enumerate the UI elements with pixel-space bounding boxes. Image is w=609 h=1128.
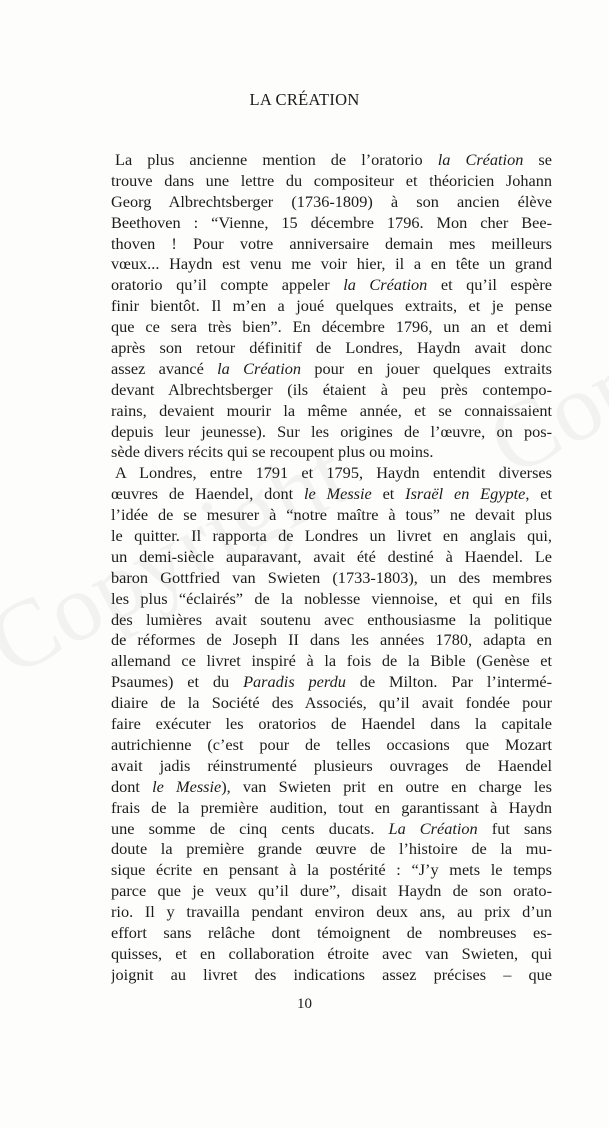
text-span: rains, devaient mourir la même année, et se connaissaient [111, 400, 552, 420]
text-span: pour en jouer quelques extraits [301, 358, 552, 378]
text-line [111, 401, 552, 422]
text-line [111, 254, 552, 275]
text-line [111, 484, 552, 505]
text-span: œuvres de Haendel, dont [111, 484, 304, 504]
text-line [111, 672, 552, 693]
text-line [111, 463, 552, 484]
text-span: l’idée de se mesurer à “notre maître à tous” ne devait plus [111, 505, 552, 525]
text-line [111, 359, 552, 380]
text-line [111, 338, 552, 359]
text-span: rio. Il y travailla pendant environ deux ans, au prix d’un [111, 902, 552, 922]
text-line [111, 442, 552, 463]
text-line [111, 317, 552, 338]
text-span: A Londres, entre 1791 et 1795, Haydn entendit diverses [115, 463, 552, 483]
text-line [111, 213, 552, 234]
text-line [111, 693, 552, 714]
italic-title-span: la Création [343, 275, 428, 295]
text-line [111, 881, 552, 902]
text-span: fut sans [477, 818, 552, 838]
page-number: 10 [297, 996, 312, 1012]
text-span: le quitter. Il rapporta de Londres un livret en anglais qui, [111, 526, 552, 546]
text-line [111, 965, 552, 986]
text-span: avait jadis réinstrumenté plusieurs ouvrages de Haendel [111, 755, 552, 775]
text-line [111, 860, 552, 881]
text-span: ), van Swieten prit en outre en charge les [221, 776, 552, 796]
text-span: un demi-siècle auparavant, avait été destiné à Haendel. Le [111, 546, 552, 566]
text-line [111, 380, 552, 401]
text-span: allemand ce livret inspiré à la fois de la Bible (Genèse et [111, 651, 552, 671]
text-line [111, 171, 552, 192]
text-span: et [371, 484, 406, 504]
text-span: se [523, 150, 552, 169]
text-line [111, 422, 552, 443]
text-span: quisses, et en collaboration étroite avec van Swieten, qui [111, 943, 552, 963]
text-span: La plus ancienne mention de l’oratorio [115, 150, 438, 169]
text-span: des lumières avait soutenu avec enthousiasme la politique [111, 609, 552, 629]
text-span: faire exécuter les oratorios de Haendel dans la capitale [111, 714, 552, 734]
text-span: dont [111, 776, 153, 796]
text-span: devant Albrechtsberger (ils étaient à peu près contempo- [111, 379, 552, 399]
text-line [111, 944, 552, 965]
text-span: finir bientôt. Il m’en a joué quelques extraits, et je pense [111, 296, 552, 316]
italic-title-span: la Création [437, 150, 524, 169]
italic-title-span: la Création [217, 358, 302, 378]
text-span: sède divers récits qui se recoupent plus ou moins. [111, 442, 434, 462]
text-span: thoven ! Pour votre anniversaire demain mes meilleurs [111, 233, 552, 253]
text-span: assez avancé [111, 358, 218, 378]
text-line [111, 610, 552, 631]
text-span: sique écrite en pensant à la postérité : “J’y mets le temps [111, 860, 552, 880]
italic-title-span: La Création [388, 818, 478, 838]
text-span: frais de la première audition, tout en garantissant à Haydn [111, 797, 552, 817]
text-span: effort sans relâche dont témoignent de nombreuses es- [111, 922, 552, 942]
text-span: autrichienne (c’est pour de telles occasions que Mozart [111, 734, 552, 754]
text-line [111, 526, 552, 547]
text-line [111, 275, 552, 296]
chapter-title: LA CRÉATION [249, 90, 360, 109]
text-line [111, 735, 552, 756]
text-line [111, 192, 552, 213]
text-span: Psaumes) et du [111, 672, 244, 692]
text-line [111, 630, 552, 651]
text-line [111, 568, 552, 589]
text-span: oratorio qu’il compte appeler [111, 275, 344, 295]
text-span: Beethoven : “Vienne, 15 décembre 1796. Mon cher Bee- [111, 212, 552, 232]
text-span: trouve dans une lettre du compositeur et théoricien Johann [111, 170, 552, 190]
text-line [111, 777, 552, 798]
text-line [111, 902, 552, 923]
italic-title-span: le Messie [152, 776, 222, 796]
text-span: , et [525, 484, 552, 504]
text-line [111, 547, 552, 568]
text-line [111, 756, 552, 777]
text-line [111, 923, 552, 944]
text-span: parce que je veux qu’il dure”, disait Haydn de son orato- [111, 881, 552, 901]
text-line [111, 296, 552, 317]
italic-title-span: Paradis perdu [243, 672, 346, 692]
text-span: joignit au livret des indications assez précises – que [111, 964, 552, 984]
text-line [111, 589, 552, 610]
text-line [111, 150, 552, 171]
text-span: de Milton. Par l’intermé- [345, 672, 552, 692]
text-span: vœux... Haydn est venu me voir hier, il a en tête un grand [111, 254, 552, 274]
text-span: doute la première grande œuvre de l’histoire de la mu- [111, 839, 552, 859]
text-span: après son retour définitif de Londres, Haydn avait donc [111, 338, 552, 358]
text-span: et qu’il espère [427, 275, 552, 295]
text-line [111, 714, 552, 735]
text-span: une somme de cinq cents ducats. [111, 818, 389, 838]
text-line [111, 234, 552, 255]
text-line [111, 505, 552, 526]
italic-title-span: Israël en Egypte [405, 484, 526, 504]
text-span: Georg Albrechtsberger (1736-1809) à son ancien élève [111, 191, 552, 211]
text-line [111, 798, 552, 819]
body-text [111, 150, 552, 986]
text-span: depuis leur jeunesse). Sur les origines de l’œuvre, on pos- [111, 421, 552, 441]
text-line [111, 651, 552, 672]
text-span: diaire de la Société des Associés, qu’il avait fondée pour [111, 693, 552, 713]
text-span: baron Gottfried van Swieten (1733-1803), un des membres [111, 567, 552, 587]
text-span: de réformes de Joseph II dans les années 1780, adapta en [111, 630, 552, 650]
text-span: les plus “éclairés” de la noblesse viennoise, et qui en fils [111, 588, 552, 608]
text-span: que ce sera très bien”. En décembre 1796, un an et demi [111, 317, 552, 337]
italic-title-span: le Messie [303, 484, 372, 504]
text-line [111, 839, 552, 860]
text-line [111, 819, 552, 840]
